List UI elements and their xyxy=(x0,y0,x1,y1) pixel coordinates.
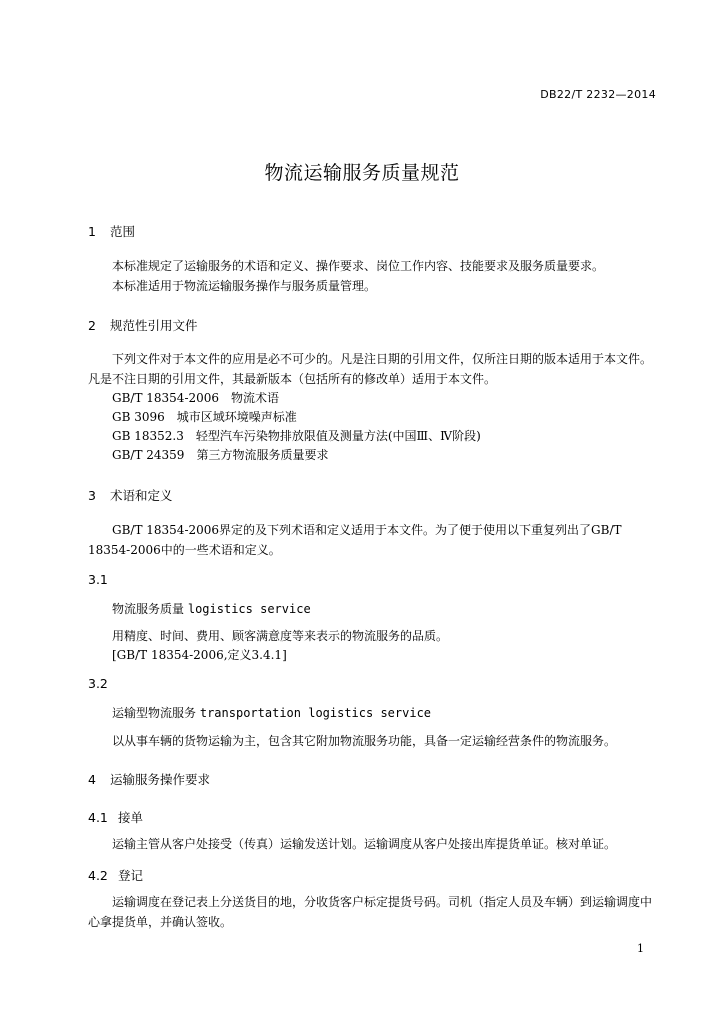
section-number: 4 xyxy=(88,772,96,787)
term-heading xyxy=(112,600,311,617)
term-definition: 以从事车辆的货物运输为主，包含其它附加物流服务功能，具备一定运输经营条件的物流服务。 xyxy=(112,734,617,748)
section-number: 1 xyxy=(88,224,96,239)
normative-reference: GB/T 18354-2006 物流术语 xyxy=(112,391,280,405)
subsection-title: 登记 xyxy=(118,868,144,883)
term-english: logistics service xyxy=(187,602,311,616)
term-english: transportation logistics service xyxy=(199,706,432,720)
document-title: 物流运输服务质量规范 xyxy=(264,162,460,184)
section-heading-4 xyxy=(88,770,210,788)
normative-reference: GB 18352.3 轻型汽车污染物排放限值及测量方法(中国Ⅲ、Ⅳ阶段) xyxy=(112,429,481,443)
subsection-number: 4.1 xyxy=(88,810,108,825)
term-chinese: 运输型物流服务 xyxy=(112,706,197,720)
term-number: 3.2 xyxy=(88,676,108,691)
term-definition: 用精度、时间、费用、顾客满意度等来表示的物流服务的品质。 xyxy=(112,629,449,643)
paragraph: 本标准适用于物流运输服务操作与服务质量管理。 xyxy=(112,279,377,293)
normative-reference: GB/T 24359 第三方物流服务质量要求 xyxy=(112,448,329,462)
section-heading-3 xyxy=(88,486,173,504)
page-number: 1 xyxy=(637,942,644,955)
section-title: 范围 xyxy=(110,224,136,239)
term-chinese: 物流服务质量 xyxy=(112,602,185,616)
section-heading-2 xyxy=(88,316,198,334)
section-title: 运输服务操作要求 xyxy=(110,772,211,787)
paragraph: 运输主管从客户处接受（传真）运输发送计划。运输调度从客户处接出库提货单证。核对单证。 xyxy=(112,837,617,851)
subsection-title: 接单 xyxy=(118,810,144,825)
section-number: 3 xyxy=(88,488,96,503)
subsection-number: 4.2 xyxy=(88,868,108,883)
paragraph: 本标准规定了运输服务的术语和定义、操作要求、岗位工作内容、技能要求及服务质量要求。 xyxy=(112,259,605,273)
term-number: 3.1 xyxy=(88,572,108,587)
subsection-heading-4-1 xyxy=(88,808,143,826)
paragraph: GB/T 18354-2006界定的及下列术语和定义适用于本文件。为了便于使用以下重复列出了GB/T 18354-2006中的一些术语和定义。 xyxy=(88,523,622,557)
section-title: 术语和定义 xyxy=(110,488,173,503)
term-heading xyxy=(112,704,431,721)
normative-reference: GB 3096 城市区域环境噪声标准 xyxy=(112,410,297,424)
section-title: 规范性引用文件 xyxy=(110,318,198,333)
standard-code: DB22/T 2232—2014 xyxy=(540,88,656,101)
paragraph: 下列文件对于本文件的应用是必不可少的。凡是注日期的引用文件，仅所注日期的版本适用于本文件。凡是不注日期的引用文件，其最新版本（包括所有的修改单）适用于本文件。 xyxy=(88,352,653,386)
term-source: [GB/T 18354-2006,定义3.4.1] xyxy=(112,648,287,662)
subsection-heading-4-2 xyxy=(88,866,143,884)
section-heading-1 xyxy=(88,222,135,240)
paragraph: 运输调度在登记表上分送货目的地，分收货客户标定提货号码。司机（指定人员及车辆）到运输调度中心拿提货单，并确认签收。 xyxy=(88,895,653,929)
section-number: 2 xyxy=(88,318,96,333)
